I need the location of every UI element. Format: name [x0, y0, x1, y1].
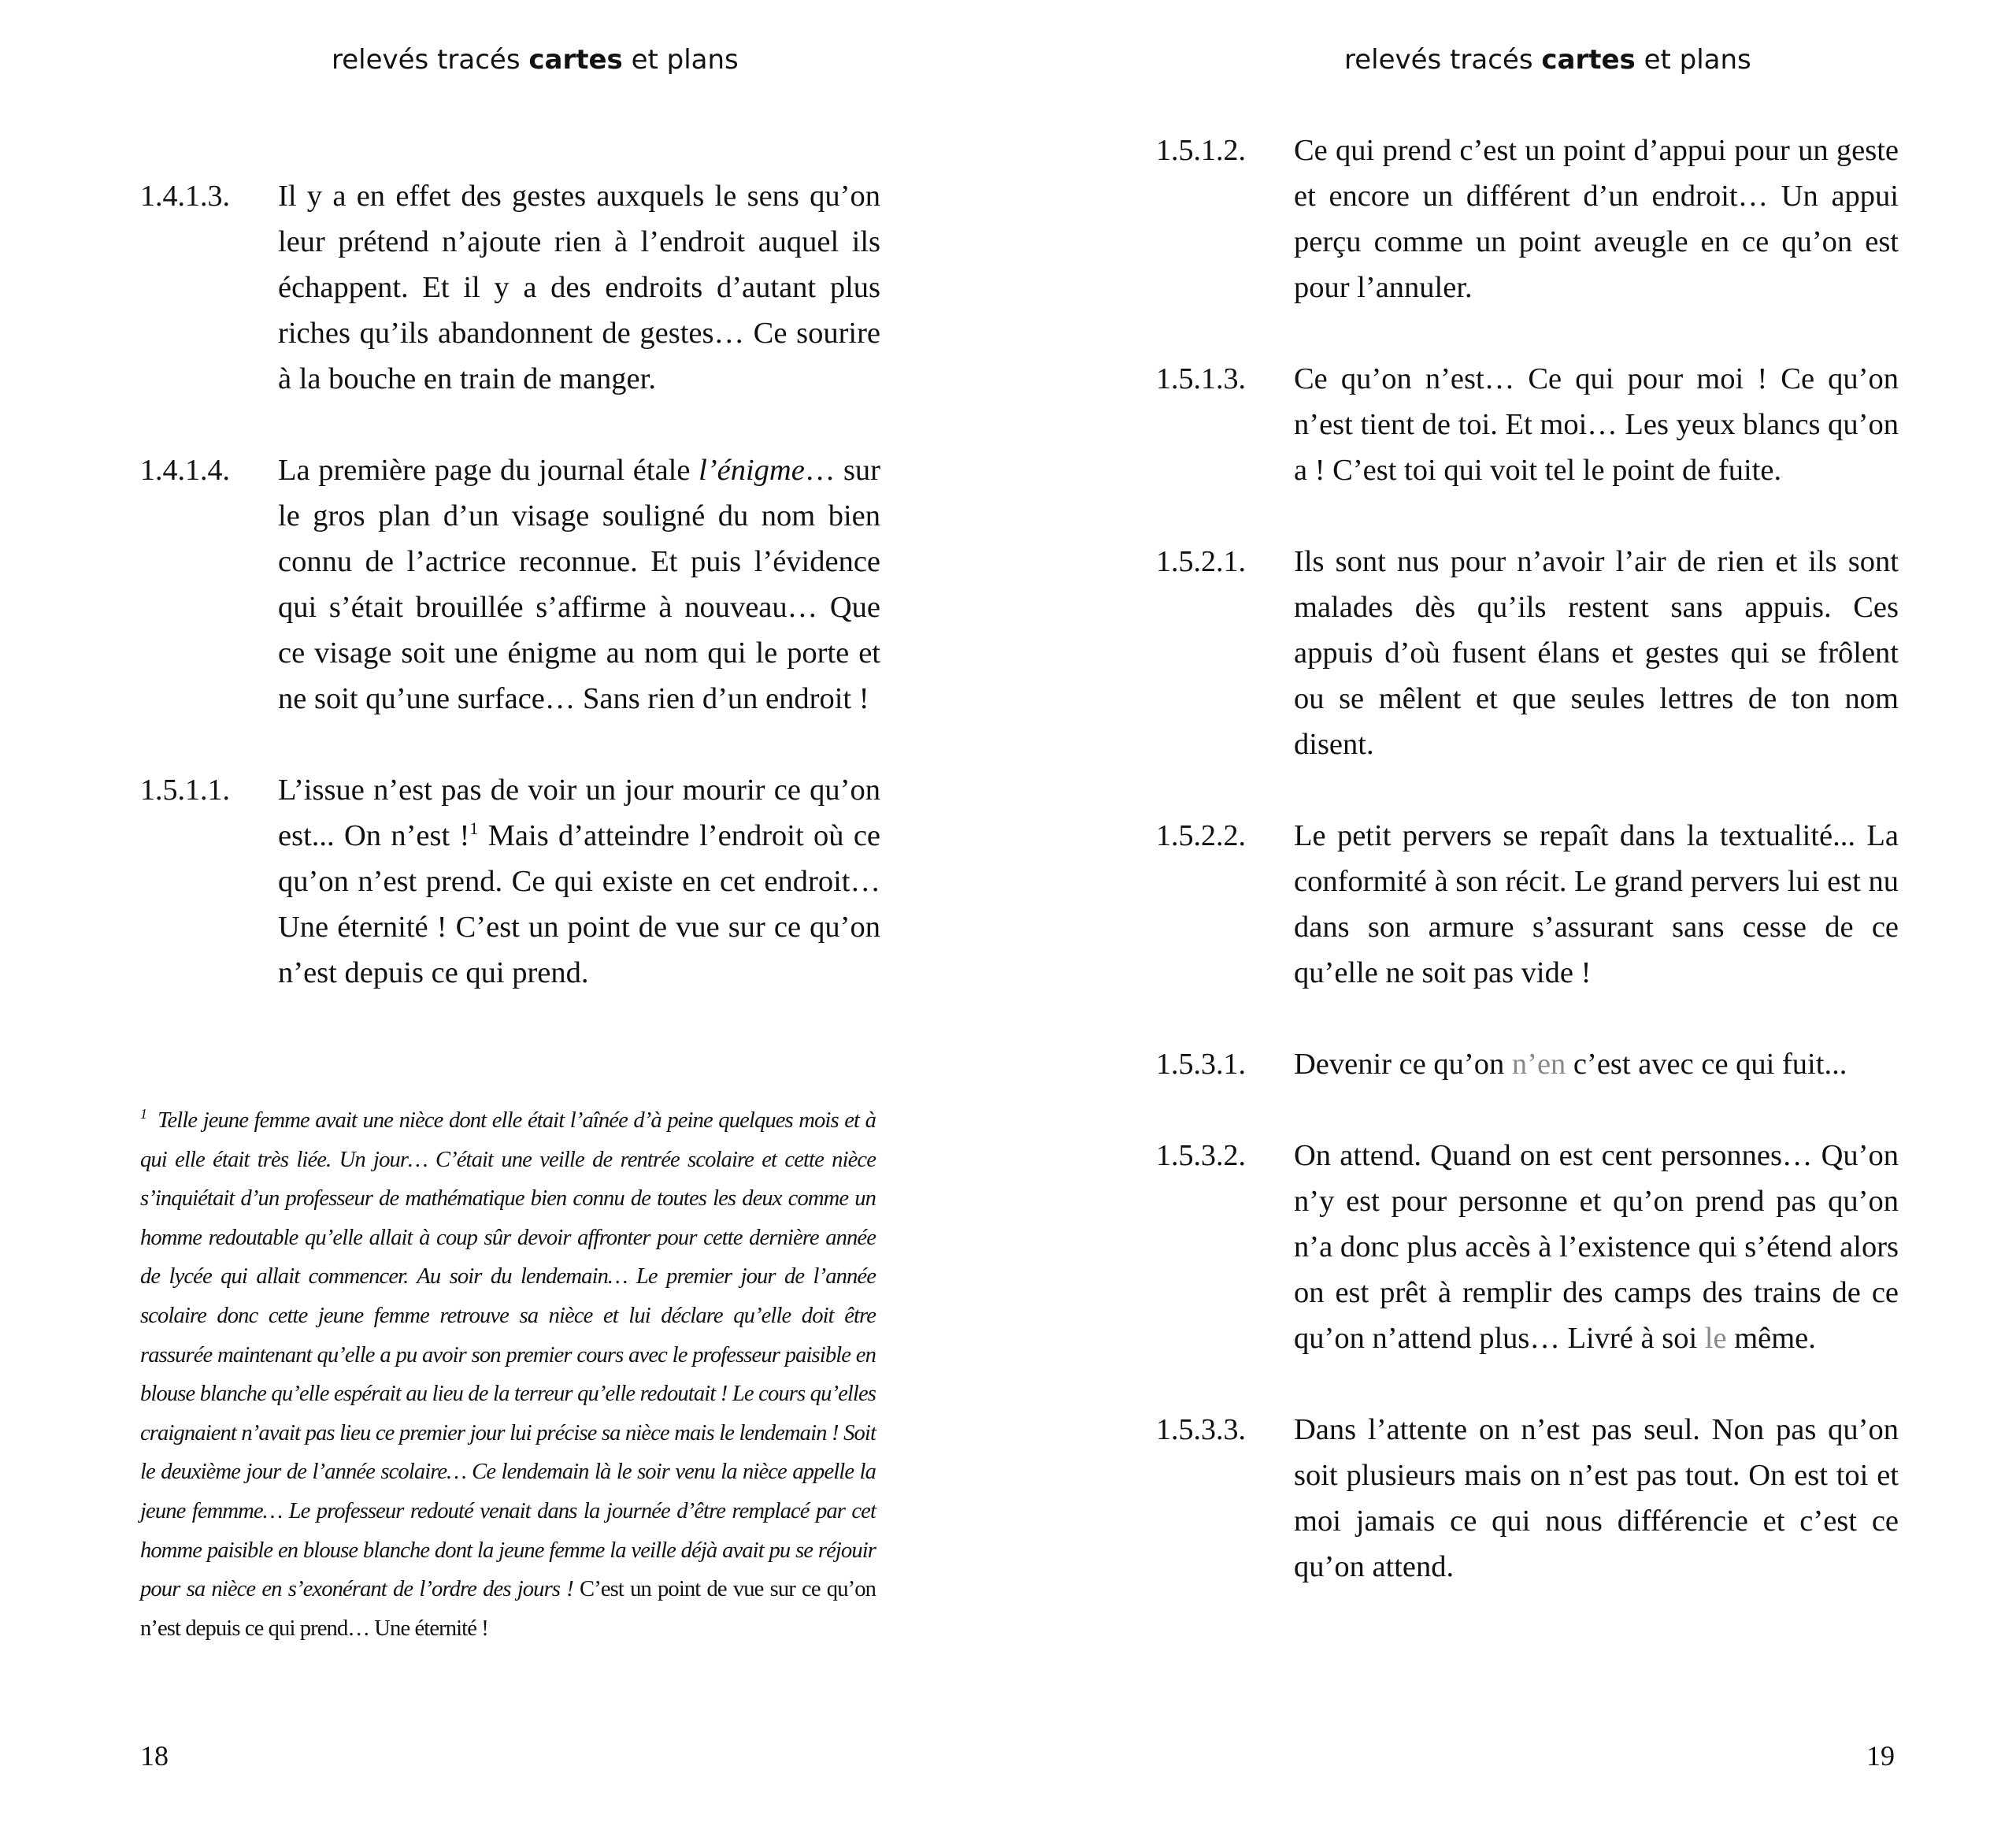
entry-number: 1.5.3.1. [1156, 1048, 1246, 1081]
entry-text [278, 447, 880, 722]
entry-text-part: Mais d’atteindre l’endroit où ce qu’on n’est prend. Ce qui existe en cet endroit… Une éternité ! C’est un point de vue sur ce qu’on n’est depuis ce qui prend. [278, 819, 881, 989]
entry-number: 1.5.1.1. [140, 774, 230, 807]
footnote [140, 1101, 876, 1648]
entry-text-part: L’issue n’est pas de voir un jour mourir ce qu’on est... On n’est ! [278, 774, 880, 852]
entries-list [1156, 128, 1904, 1635]
entry-text: Ils sont nus pour n’avoir l’air de rien et ils sont malades dès qu’ils restent sans appuis. Ces appuis d’où fusent élans et gestes qui se frôlent ou se mêlent et que seules lettres de ton nom disent. [1294, 545, 1899, 761]
entry-text-part: La première page du journal étale [278, 454, 699, 487]
entry-text: Il y a en effet des gestes auxquels le sens qu’on leur prétend n’ajoute rien à l’endroit auquel ils échappent. Et il y a des endroits d’autant plus riches qu’ils abandonnent de gestes… Ce sourire à la bouche en train de manger. [278, 180, 880, 395]
running-head [332, 44, 739, 83]
entry-text [1294, 1041, 1899, 1087]
footnote-last-line: C’est un point de vue sur ce qu’on n’est depuis ce qui prend… Une éternité ! [140, 1577, 876, 1641]
entry-1-5-1-2 [1156, 128, 1904, 310]
running-head [1344, 44, 1751, 83]
page-number: 18 [140, 1740, 169, 1772]
entry-text-part: On attend. Quand on est cent personnes… Qu’on n’y est pour personne et qu’on prend pas qu’on n’a donc plus accès à l’existence qui s’étend alors on est prêt à remplir des camps des trains de ce qu’on n’attend plus… Livré à soi [1294, 1139, 1899, 1355]
entry-text-part: … sur le gros plan d’un visage souligné du nom bien connu de l’actrice reconnue. Et puis l’évidence qui s’était brouillée s’affirme à nouveau… Que ce visage soit une énigme au nom qui le porte et ne soit qu’une surface… Sans rien d’un endroit ! [278, 454, 880, 715]
entry-text: Ce qu’on n’est… Ce qui pour moi ! Ce qu’on n’est tient de toi. Et moi… Les yeux blancs qu’on a ! C’est toi qui voit tel le point de fuite. [1294, 362, 1899, 487]
entry-1-5-1-1 [140, 767, 888, 996]
footnote-text: Telle jeune femme avait une nièce dont elle était l’aînée d’à peine quelques mois et à qui elle était très liée. Un jour… C’était une veille de rentrée scolaire et cette nièce s’inquiétait d’un professeur de mathématique bien connu de toutes les deux comme un homme redoutable qu’elle allait à coup sûr devoir affronter pour cette dernière année de lycée qui allait commencer. Au soir du lendemain… Le premier jour de l’année scolaire donc cette jeune femme retrouve sa nièce et lui déclare qu’elle doit être rassurée maintenant qu’elle a pu avoir son premier cours avec le professeur paisible en blouse blanche qu’elle espérait au lieu de la terreur qu’elle redoutait ! Le cours qu’elles craignaient n’avait pas lieu ce premier jour lui précise sa nièce mais le lendemain ! Soit le deuxième jour de l’année scolaire… Ce lendemain là le soir venu la nièce appelle la jeune femmme… Le professeur redouté venait dans la journée d’être remplacé par cet homme paisible en blouse blanche dont la jeune femme la veille déjà avait pu se réjouir pour sa nièce en s’exonérant de l’ordre des jours ! [140, 1108, 876, 1602]
page-number: 19 [1866, 1740, 1895, 1772]
running-head-text: relevés tracés [332, 44, 529, 76]
entry-text: Le petit pervers se repaît dans la textualité... La conformité à son récit. Le grand pervers lui est nu dans son armure s’assurant sans cesse de ce qu’elle ne soit pas vide ! [1294, 819, 1899, 989]
running-head-text: relevés tracés [1344, 44, 1542, 76]
entry-number: 1.4.1.3. [140, 180, 230, 213]
entry-1-5-2-2 [1156, 813, 1904, 996]
running-head-text: et plans [1635, 44, 1751, 76]
footnote-mark: 1 [140, 1106, 147, 1122]
entry-1-5-2-1 [1156, 539, 1904, 767]
entry-text-grey: le [1704, 1322, 1727, 1355]
entry-text [1294, 1133, 1899, 1361]
entry-text: Dans l’attente on n’est pas seul. Non pas qu’on soit plusieurs mais on n’est pas tout. On est toi et moi jamais ce qui nous différencie et c’est ce qu’on attend. [1294, 1413, 1899, 1583]
entry-number: 1.5.2.1. [1156, 545, 1246, 578]
entry-number: 1.5.2.2. [1156, 819, 1246, 852]
entry-1-5-3-2 [1156, 1133, 1904, 1361]
entry-text-grey: n’en [1511, 1048, 1566, 1081]
entries-list [140, 173, 888, 1041]
running-head-highlight: cartes [528, 44, 623, 76]
entry-number: 1.4.1.4. [140, 454, 230, 487]
entry-text-part: Devenir ce qu’on [1294, 1048, 1512, 1081]
entry-text: Ce qui prend c’est un point d’appui pour un geste et encore un différent d’un endroit… Un appui perçu comme un point aveugle en ce qu’on est pour l’annuler. [1294, 134, 1899, 304]
entry-1-4-1-4 [140, 447, 888, 722]
entry-text-italic: l’énigme [699, 454, 805, 487]
entry-text [278, 767, 880, 996]
running-head-highlight: cartes [1541, 44, 1636, 76]
entry-number: 1.5.1.2. [1156, 134, 1246, 167]
entry-text-part: même. [1726, 1322, 1816, 1355]
entry-number: 1.5.3.2. [1156, 1139, 1246, 1172]
entry-1-5-1-3 [1156, 356, 1904, 493]
entry-text-part: c’est avec ce qui fuit... [1566, 1048, 1847, 1081]
entry-1-5-3-3 [1156, 1407, 1904, 1590]
entry-number: 1.5.3.3. [1156, 1413, 1246, 1446]
running-head-text: et plans [622, 44, 739, 76]
entry-number: 1.5.1.3. [1156, 362, 1246, 395]
right-page [1008, 0, 2016, 1833]
entry-1-4-1-3 [140, 173, 888, 402]
footnote-reference[interactable]: 1 [469, 818, 479, 839]
entry-1-5-3-1 [1156, 1041, 1904, 1087]
